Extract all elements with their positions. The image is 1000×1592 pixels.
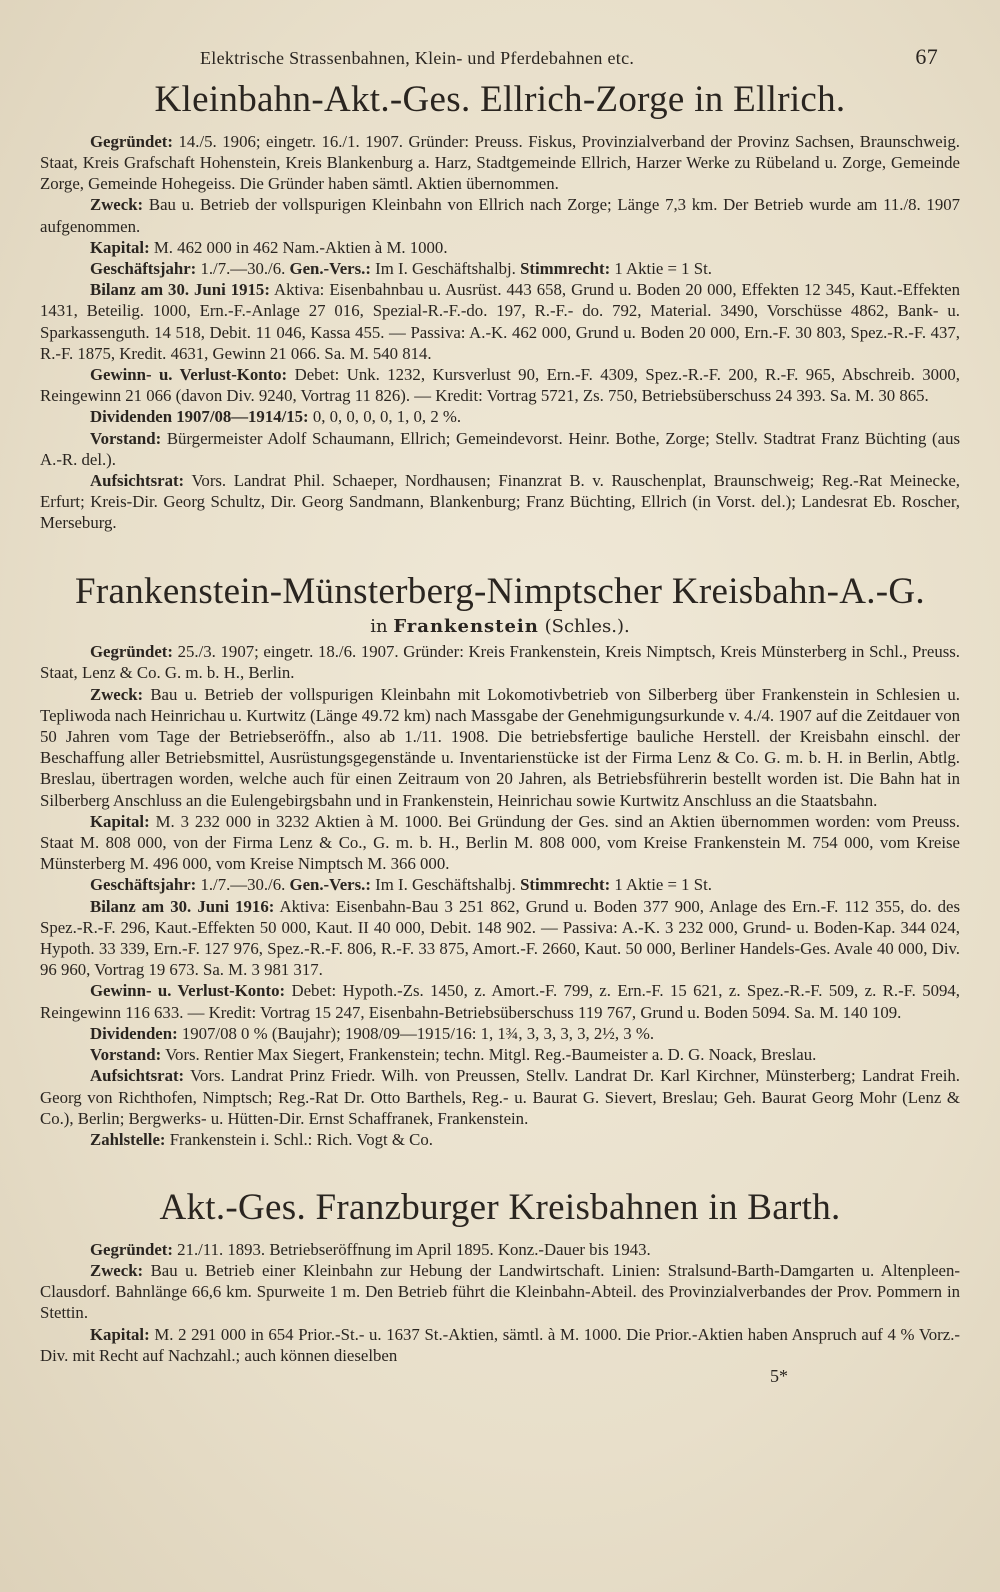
field-text: 1./7.—30./6. xyxy=(200,875,286,895)
field-text: Debet: Hypoth.-Zs. 1450, z. Amort.-F. 799, z. Ern.-F. 15 621, z. Spez.-R.-F. 509, z. R.-F. 5094, Reingewinn 116 633. — Kredit: Vortrag 15 247, Eisenbahn-Betriebsüberschuss 119 767, Grund u. Boden 5094. Sa. M. 140 109. xyxy=(40,981,960,1022)
field-label: Vorstand: xyxy=(90,428,162,448)
field-text: M. 462 000 in 462 Nam.-Aktien à M. 1000. xyxy=(153,237,448,257)
field-text: 0, 0, 0, 0, 0, 1, 0, 2 %. xyxy=(312,407,462,427)
company-title: Frankenstein-Münsterberg-Nimptscher Kreisbahn-A.-G. xyxy=(75,570,925,612)
field-label: Kapital: xyxy=(90,1324,150,1344)
entry-paragraph xyxy=(40,1239,960,1260)
entry-paragraph xyxy=(40,131,960,195)
entry-paragraph xyxy=(40,1065,960,1129)
field-text: Bau u. Betrieb einer Kleinbahn zur Hebung der Landwirtschaft. Linien: Stralsund-Barth-Damgarten u. Altenpleen-Clausdorf. Bahnlänge 66,6 km. Spurweite 1 m. Den Betrieb führt die Kleinbahn-Abteil. des Provinzialverbandes der Prov. Pommern in Stettin. xyxy=(40,1261,960,1323)
company-entry xyxy=(40,1188,960,1366)
field-text: Vors. Landrat Phil. Schaeper, Nordhausen; Finanzrat B. v. Rauschenplat, Braunschweig; Reg.-Rat Meinecke, Erfurt; Kreis-Dir. Georg Schultz, Dir. Georg Sandmann, Blankenburg; Franz Büchting, Ellrich (in Vorst. del.); Landesrat Eb. Roscher, Merseburg. xyxy=(40,470,960,533)
field-label: Stimmrecht: xyxy=(520,875,611,895)
subtitle-suffix: (Schles.). xyxy=(544,616,630,638)
entry-paragraph xyxy=(40,470,960,534)
company-entry xyxy=(40,572,960,1151)
field-text: Vors. Rentier Max Siegert, Frankenstein; techn. Mitgl. Reg.-Baumeister a. D. G. Noack, Breslau. xyxy=(165,1045,817,1065)
field-text: 21./11. 1893. Betriebseröffnung im April 1895. Konz.-Dauer bis 1943. xyxy=(177,1239,651,1259)
field-text: 1907/08 0 % (Baujahr); 1908/09—1915/16: 1, 1¾, 3, 3, 3, 3, 2½, 3 %. xyxy=(181,1023,655,1043)
field-text: Frankenstein i. Schl.: Rich. Vogt & Co. xyxy=(169,1129,433,1149)
subtitle-location: Frankenstein xyxy=(393,616,539,638)
entry-paragraph xyxy=(40,1324,960,1366)
field-label: Stimmrecht: xyxy=(520,258,611,278)
field-text: M. 3 232 000 in 3232 Aktien à M. 1000. Bei Gründung der Ges. sind an Aktien übernommen worden: vom Preuss. Staat M. 808 000, von der Firma Lenz & Co., G. m. b. H., Berlin M. 808 000, vom Kreise Frankenstein M. 754 000, vom Kreise Münsterberg M. 496 000, vom Kreise Nimptsch M. 366 000. xyxy=(40,811,960,874)
entry-paragraph xyxy=(40,1023,960,1044)
entry-paragraph xyxy=(40,279,960,364)
entry-paragraph xyxy=(40,896,960,981)
section-gap xyxy=(40,1150,960,1184)
subtitle-prefix: in xyxy=(370,616,388,638)
company-title: Akt.-Ges. Franzburger Kreisbahnen in Barth. xyxy=(159,1187,841,1229)
running-head xyxy=(200,44,938,70)
field-text: 1./7.—30./6. xyxy=(200,258,286,278)
field-label: Bilanz am 30. Juni 1916: xyxy=(90,896,275,916)
entry-paragraph xyxy=(40,1044,960,1065)
entry-paragraph xyxy=(40,428,960,470)
running-title: Elektrische Strassenbahnen, Klein- und Pferdebahnen etc. xyxy=(200,48,635,68)
signature-mark: 5* xyxy=(770,1366,788,1387)
entry-paragraph xyxy=(40,194,960,236)
field-text: 1 Aktie = 1 St. xyxy=(614,875,712,895)
entry-paragraph xyxy=(40,237,960,258)
entry-paragraph xyxy=(40,1129,960,1150)
page-number: 67 xyxy=(915,44,938,69)
entries-container xyxy=(40,80,960,1366)
field-label: Geschäftsjahr: xyxy=(90,875,197,895)
field-text: Debet: Unk. 1232, Kursverlust 90, Ern.-F. 4309, Spez.-R.-F. 200, R.-F. 965, Abschreib. 3000, Reingewinn 21 066 (davon Div. 9240, Vortrag 11 826). — Kredit: Vortrag 5721, Zs. 750, Betriebsüberschuss 24 393. Sa. M. 30 865. xyxy=(40,364,960,406)
field-label: Geschäftsjahr: xyxy=(90,258,197,278)
field-label: Gegründet: xyxy=(90,642,173,662)
field-text: Im I. Geschäftshalbj. xyxy=(375,875,516,895)
field-label: Gegründet: xyxy=(90,1239,173,1259)
field-label: Gewinn- u. Verlust-Konto: xyxy=(90,364,288,384)
entry-paragraph xyxy=(40,684,960,811)
field-text: Bau u. Betrieb der vollspurigen Kleinbahn mit Lokomotivbetrieb von Silberberg über Frankenstein in Schlesien u. Tepliwoda nach Heinrichau u. Kurtwitz (Länge 49.72 km) nach Massgabe der Genehmigungsurkunde v. 4./4. 1907 auf die Zeitdauer von 50 Jahren vom Tage der Betriebseröffn., also ab 1./11. 1908. Die betriebsfertige bauliche Herstell. der Kreisbahn einschl. der Beschaffung aller Betriebsmittel, Ausrüstungsgegenstände u. Inventarienstücke ist der Firma Lenz & Co. G. m. b. H. in Berlin, Abtlg. Breslau, übertragen worden, welche auch für einen Zeitraum von 20 Jahren, als Betriebsführerin bestellt worden ist. Die Bahn hat in Silberberg Anschluss an die Eulengebirgsbahn und in Frankenstein, Heinrichau sowie Kurtwitz Anschluss an die Staatsbahn. xyxy=(40,684,960,810)
entry-paragraph xyxy=(40,406,960,427)
field-text: Im I. Geschäftshalbj. xyxy=(375,258,516,278)
field-text: Bürgermeister Adolf Schaumann, Ellrich; Gemeindevorst. Heinr. Bothe, Zorge; Stellv. Stadtrat Franz Büchting (aus A.-R. del.). xyxy=(40,428,960,469)
field-label: Aufsichtsrat: xyxy=(90,1066,185,1086)
field-text: 25./3. 1907; eingetr. 18./6. 1907. Gründer: Kreis Frankenstein, Kreis Nimptsch, Kreis Münsterberg in Schl., Preuss. Staat, Lenz & Co. G. m. b. H., Berlin. xyxy=(40,642,960,683)
field-text: 1 Aktie = 1 St. xyxy=(614,258,712,278)
field-label: Bilanz am 30. Juni 1915: xyxy=(90,280,270,300)
field-label: Aufsichtsrat: xyxy=(90,470,185,490)
field-label: Gen.-Vers.: xyxy=(289,875,371,895)
field-label: Zweck: xyxy=(90,195,144,215)
entry-paragraph xyxy=(40,1260,960,1324)
field-text: M. 2 291 000 in 654 Prior.-St.- u. 1637 St.-Aktien, sämtl. à M. 1000. Die Prior.-Aktien haben Anspruch auf 4 % Vorz.-Div. mit Recht auf Nachzahl.; auch können dieselben xyxy=(40,1324,960,1365)
field-label: Gewinn- u. Verlust-Konto: xyxy=(90,981,286,1001)
entry-paragraph xyxy=(40,641,960,683)
entry-paragraph xyxy=(40,811,960,875)
entry-paragraph xyxy=(40,874,960,895)
company-entry xyxy=(40,80,960,534)
field-text: Aktiva: Eisenbahnbau u. Ausrüst. 443 658, Grund u. Boden 20 000, Effekten 12 345, Kaut.-Effekten 1431, Beteilig. 1000, Ern.-F.-Anlage 27 016, Spezial-R.-F.-do. 197, R.-F.- do. 792, Material. 3490, Vorschüsse 4862, Bank- u. Sparkassenguth. 14 518, Debit. 11 046, Kassa 455. — Passiva: A.-K. 462 000, Grund u. Boden 20 000, Ern.-F. 30 803, Spez.-R.-F. 437, R.-F. 1875, Kredit. 4631, Gewinn 21 066. Sa. M. 540 814. xyxy=(40,280,960,363)
entry-paragraph xyxy=(40,258,960,279)
field-label: Gegründet: xyxy=(90,131,173,151)
field-text: 14./5. 1906; eingetr. 16./1. 1907. Gründer: Preuss. Fiskus, Provinzialverband der Provinz Sachsen, Braunschweig. Staat, Kreis Grafschaft Hohenstein, Kreis Blankenburg a. Harz, Stadtgemeinde Ellrich, Harzer Werke zu Rübeland u. Zorge, Gemeinde Zorge, Gemeinde Hohegeiss. Die Gründer haben sämtl. Aktien übernommen. xyxy=(40,131,960,194)
field-label: Zweck: xyxy=(90,1261,144,1280)
entry-paragraph xyxy=(40,980,960,1022)
field-label: Kapital: xyxy=(90,237,150,257)
company-subtitle xyxy=(40,616,960,637)
field-label: Zahlstelle: xyxy=(90,1129,166,1149)
field-label: Dividenden 1907/08—1914/15: xyxy=(90,407,309,427)
field-label: Dividenden: xyxy=(90,1023,178,1043)
field-text: Aktiva: Eisenbahn-Bau 3 251 862, Grund u. Boden 377 900, Anlage des Ern.-F. 112 355, do. des Spez.-R.-F. 296, Kaut.-Effekten 50 000, Kaut. II 40 000, Debit. 148 902. — Passiva: A.-K. 3 232 000, Grund- u. Boden-Kap. 344 024, Hypoth. 33 339, Ern.-F. 127 976, Spez.-R.-F. 806, R.-F. 33 875, Amort.-F. 2660, Kaut. 50 000, Berliner Handels-Ges. Avale 40 000, Div. 96 960, Vortrag 19 673. Sa. M. 3 981 317. xyxy=(40,896,960,980)
entry-paragraph xyxy=(40,364,960,406)
field-text: Vors. Landrat Prinz Friedr. Wilh. von Preussen, Stellv. Landrat Dr. Karl Kirchner, Münsterberg; Landrat Freih. Georg von Richthofen, Nimptsch; Reg.-Rat Dr. Otto Barthels, Reg.- u. Baurat G. Sievert, Breslau; Geh. Baurat Georg Mohr (Lenz & Co.), Berlin; Bergwerks- u. Hütten-Dir. Ernst Schaffranek, Frankenstein. xyxy=(40,1066,960,1128)
field-label: Vorstand: xyxy=(90,1045,162,1065)
section-gap xyxy=(40,534,960,568)
company-title: Kleinbahn-Akt.-Ges. Ellrich-Zorge in Ellrich. xyxy=(154,79,846,120)
field-label: Kapital: xyxy=(90,811,150,831)
field-label: Zweck: xyxy=(90,684,144,704)
field-label: Gen.-Vers.: xyxy=(289,258,371,278)
field-text: Bau u. Betrieb der vollspurigen Kleinbahn von Ellrich nach Zorge; Länge 7,3 km. Der Betrieb wurde am 11./8. 1907 aufgenommen. xyxy=(40,195,960,236)
